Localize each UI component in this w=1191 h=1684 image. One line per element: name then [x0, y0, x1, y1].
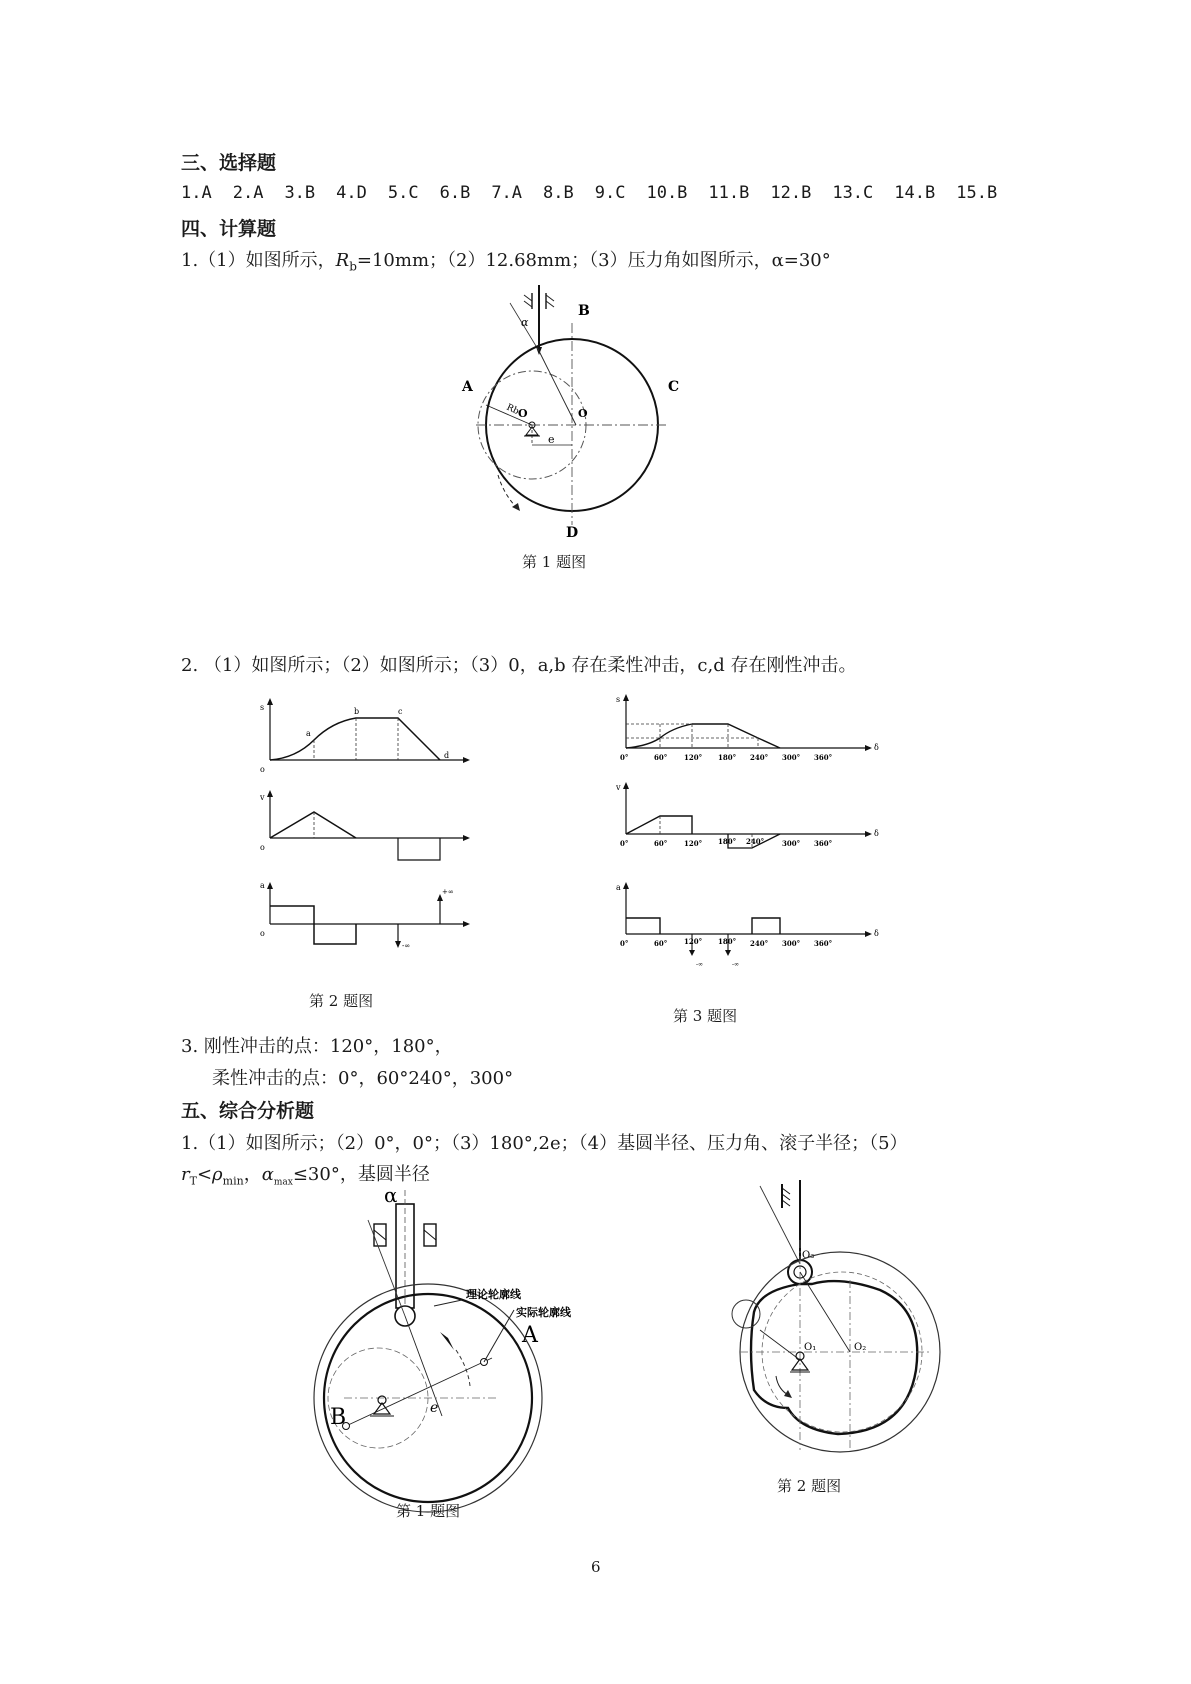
svg-text:60°: 60° [654, 839, 668, 848]
answer-13: 13.C [832, 183, 874, 203]
roller-cam-figure-2 [720, 1180, 940, 1450]
fig3-velocity [626, 816, 692, 834]
fig2-actual-profile [751, 1281, 917, 1434]
label-B: B [578, 303, 590, 319]
answer-5: 5.C [387, 183, 419, 203]
label-O2: O [578, 407, 588, 420]
answer-10: 10.B [646, 183, 688, 203]
svg-text:60°: 60° [654, 753, 668, 762]
section5-fig2-caption: 第 2 题图 [777, 1477, 842, 1495]
svg-text:360°: 360° [814, 939, 833, 948]
roller-cam-figure-1 [330, 1183, 650, 1480]
svg-text:300°: 300° [782, 753, 801, 762]
section4-title: 四、计算题 [181, 218, 277, 240]
fig3-caption: 第 3 题图 [673, 1007, 738, 1025]
svg-text:e: e [430, 1400, 439, 1416]
svg-text:0°: 0° [620, 753, 629, 762]
svg-text:d: d [444, 751, 450, 760]
svg-text:A: A [522, 1323, 538, 1348]
fig3-displacement [626, 724, 780, 748]
section3-title: 三、选择题 [181, 152, 277, 174]
svg-text:180°: 180° [718, 753, 737, 762]
section5-q1-line1: 1.（1）如图所示；（2）0°，0°；（3）180°,2e；（4）基圆半径、压力角、滚子半径；（5） [181, 1133, 908, 1154]
answer-2: 2.A [232, 183, 264, 203]
svg-text:B: B [330, 1405, 347, 1430]
svg-text:o: o [260, 843, 265, 852]
svg-text:a: a [306, 729, 311, 738]
svg-text:60°: 60° [654, 939, 668, 948]
alpha-label: α [521, 316, 529, 329]
svg-text:b: b [354, 707, 360, 716]
answer-12: 12.B [770, 183, 812, 203]
answer-15: 15.B [956, 183, 998, 203]
answer-1: 1.A [181, 183, 212, 203]
svg-text:360°: 360° [814, 753, 833, 762]
label-e: e [548, 433, 555, 446]
svg-text:180°: 180° [718, 837, 737, 846]
svg-text:120°: 120° [684, 753, 703, 762]
fig1-caption: 第 1 题图 [522, 553, 587, 571]
answer-9: 9.C [594, 183, 626, 203]
motion-curves-fig3 [612, 684, 884, 974]
answer-7: 7.A [491, 183, 523, 203]
svg-text:δ: δ [874, 743, 879, 752]
section5-fig1-caption: 第 1 题图 [396, 1502, 461, 1520]
q2-answer: 2. （1）如图所示；（2）如图所示；（3）0，a,b 存在柔性冲击，c,d 存在刚性冲击。 [181, 655, 857, 676]
svg-text:-∞: -∞ [732, 961, 740, 968]
q1-answer: 1.（1）如图所示，$R_b=10mm$；（2）12.68mm；（3）压力角如图所示，α=30° [181, 250, 831, 274]
svg-text:-∞: -∞ [402, 942, 411, 950]
label-A: A [462, 379, 473, 395]
answer-11: 11.B [708, 183, 750, 203]
motion-curves-fig2 [252, 688, 478, 950]
svg-text:300°: 300° [782, 839, 801, 848]
svg-text:-∞: -∞ [696, 961, 704, 968]
svg-text:o: o [260, 765, 265, 774]
svg-text:δ: δ [874, 829, 879, 838]
answer-8: 8.B [543, 183, 574, 203]
section5-title: 五、综合分析题 [181, 1100, 315, 1122]
label-D: D [566, 525, 579, 541]
svg-text:理论轮廓线: 理论轮廓线 [466, 1288, 521, 1301]
svg-text:v: v [616, 783, 621, 792]
svg-text:o: o [260, 929, 265, 938]
label-O1: O [518, 407, 528, 420]
velocity-curve [270, 812, 356, 838]
svg-text:δ: δ [874, 929, 879, 938]
svg-text:360°: 360° [814, 839, 833, 848]
svg-text:120°: 120° [684, 839, 703, 848]
section3-answers [181, 183, 1018, 203]
q3-line2: 柔性冲击的点：0°，60°240°，300° [212, 1068, 514, 1089]
answer-3: 3.B [284, 183, 316, 203]
label-Rb: Rb [504, 402, 521, 418]
section5-q1-line2: $r_T<\rho_{min}$，$\alpha_{max}\le 30^\circ$，基圆半径 [181, 1164, 430, 1188]
svg-text:120°: 120° [684, 937, 703, 946]
svg-text:240°: 240° [746, 837, 765, 846]
svg-text:O₂: O₂ [854, 1342, 867, 1353]
svg-text:实际轮廓线: 实际轮廓线 [516, 1306, 571, 1319]
svg-text:180°: 180° [718, 937, 737, 946]
svg-text:0°: 0° [620, 839, 629, 848]
fig2-caption: 第 2 题图 [309, 992, 374, 1010]
acceleration-curve [270, 906, 356, 944]
svg-text:240°: 240° [750, 753, 769, 762]
label-C: C [668, 379, 680, 395]
cam-figure-1 [460, 285, 680, 545]
q3-line1: 3. 刚性冲击的点：120°，180°， [181, 1036, 453, 1057]
svg-text:+∞: +∞ [442, 888, 454, 896]
svg-text:s: s [616, 695, 621, 704]
answer-4: 4.D [336, 183, 367, 203]
svg-text:O₃: O₃ [802, 1250, 815, 1261]
svg-text:s: s [260, 703, 265, 712]
svg-text:240°: 240° [750, 939, 769, 948]
svg-text:O₁: O₁ [804, 1342, 817, 1353]
svg-text:0°: 0° [620, 939, 629, 948]
svg-text:300°: 300° [782, 939, 801, 948]
displacement-curve [270, 718, 440, 760]
answer-14: 14.B [894, 183, 936, 203]
svg-text:v: v [260, 793, 265, 802]
svg-text:α: α [384, 1183, 398, 1207]
svg-text:c: c [398, 707, 403, 716]
svg-text:a: a [616, 883, 621, 892]
fig3-acceleration [626, 918, 660, 934]
answer-6: 6.B [439, 183, 471, 203]
svg-text:a: a [260, 881, 265, 890]
page-number: 6 [591, 1558, 601, 1576]
